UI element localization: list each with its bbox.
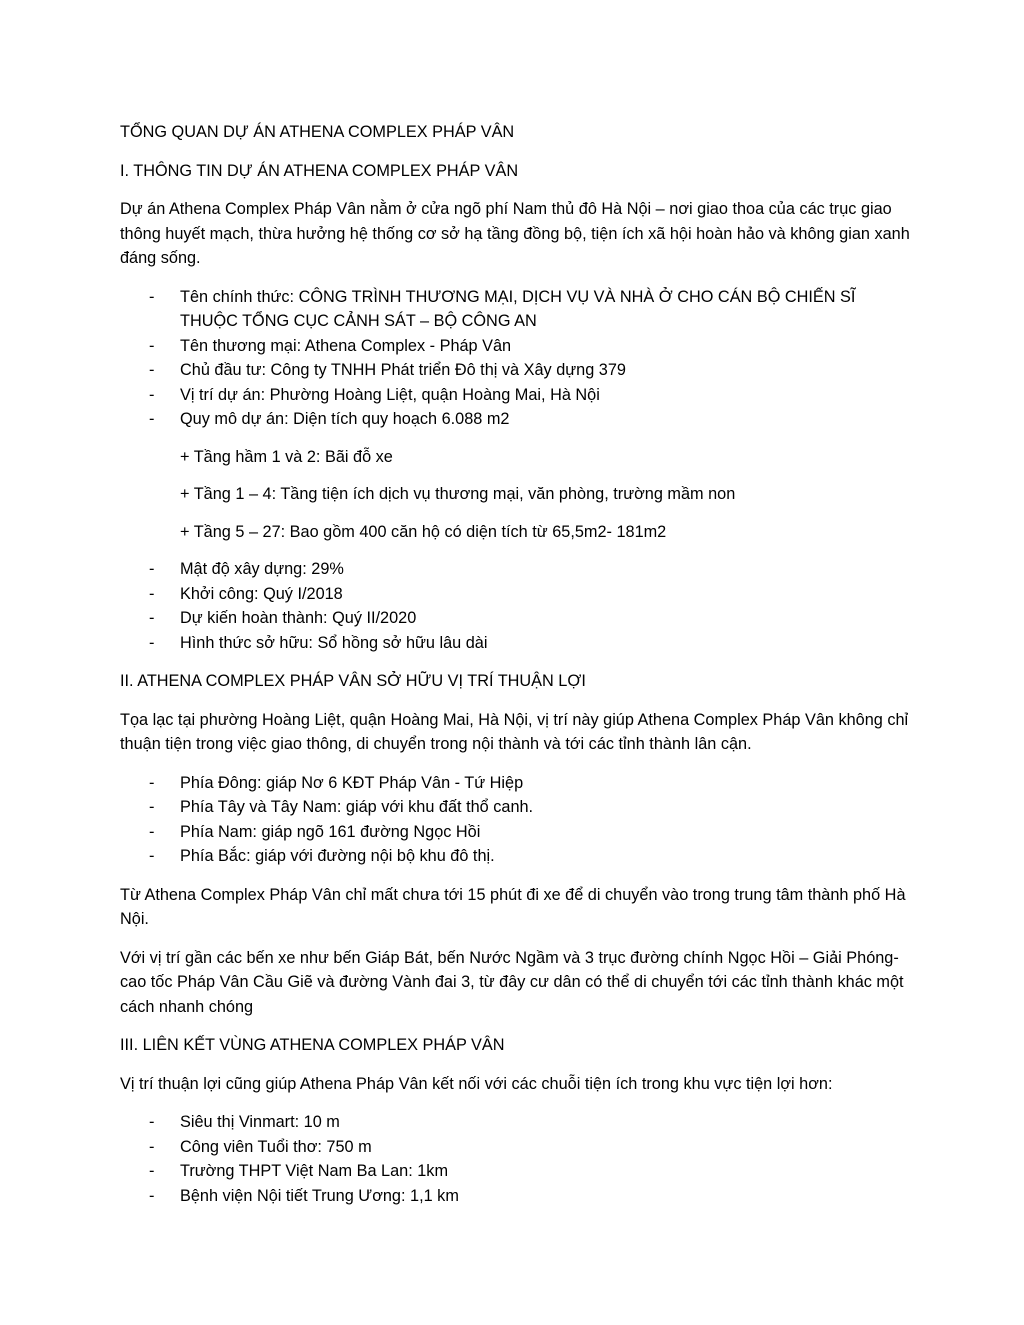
list-item <box>120 582 910 607</box>
dash-marker: - <box>149 336 155 355</box>
list-item <box>120 285 910 334</box>
dash-marker: - <box>149 1186 155 1205</box>
list-item-text: Quy mô dự án: Diện tích quy hoạch 6.088 m2 <box>180 410 510 428</box>
list-item-text: Công viên Tuổi thơ: 750 m <box>180 1137 372 1156</box>
section-2-intro: Tọa lạc tại phường Hoàng Liệt, quận Hoàng Mai, Hà Nội, vị trí này giúp Athena Complex Pháp Vân không chỉ thuận tiện trong việc giao thông, di chuyển trong nội thành và tới các tỉnh thành lân cận. <box>120 710 909 753</box>
dash-marker: - <box>149 385 155 404</box>
dash-marker: - <box>149 287 155 306</box>
list-item-text: Trường THPT Việt Nam Ba Lan: 1km <box>180 1162 449 1180</box>
floor-item: + Tầng 1 – 4: Tầng tiện ích dịch vụ thương mại, văn phòng, trường mầm non <box>180 485 736 503</box>
list-item-text: Phía Đông: giáp Nơ 6 KĐT Pháp Vân - Tứ Hiệp <box>180 773 524 792</box>
list-item-text: Khởi công: Quý I/2018 <box>180 584 343 603</box>
section-1-list-a <box>120 285 910 432</box>
list-item <box>120 844 910 869</box>
list-item-text: Tên thương mại: Athena Complex - Pháp Vân <box>180 336 512 355</box>
list-item-text: Bệnh viện Nội tiết Trung Ương: 1,1 km <box>180 1186 459 1205</box>
list-item-text: Vị trí dự án: Phường Hoàng Liệt, quận Hoàng Mai, Hà Nội <box>180 385 600 404</box>
list-item-text: Dự kiến hoàn thành: Quý II/2020 <box>180 609 417 627</box>
section-2-list <box>120 771 910 869</box>
dash-marker: - <box>149 798 155 816</box>
list-item-text: Chủ đầu tư: Công ty TNHH Phát triển Đô thị và Xây dựng 379 <box>180 361 626 379</box>
floor-breakdown <box>120 445 910 545</box>
list-item-text: Mật độ xây dựng: 29% <box>180 560 344 578</box>
dash-marker: - <box>149 584 155 603</box>
section-2-paragraph-2: Với vị trí gần các bến xe như bến Giáp Bát, bến Nước Ngầm và 3 trục đường chính Ngọc Hồi – Giải Phóng- cao tốc Pháp Vân Cầu Giẽ và đường Vành đai 3, từ đây cư dân có thể di chuyển tới các tỉnh thành khác một cách nhanh chóng <box>120 948 904 1016</box>
list-item <box>120 606 910 631</box>
section-3-intro: Vị trí thuận lợi cũng giúp Athena Pháp Vân kết nối với các chuỗi tiện ích trong khu vực tiện lợi hơn: <box>120 1074 833 1093</box>
dash-marker: - <box>149 410 155 428</box>
list-item <box>120 557 910 582</box>
dash-marker: - <box>149 1113 155 1131</box>
list-item-text: Siêu thị Vinmart: 10 m <box>180 1113 340 1131</box>
section-3-list <box>120 1110 910 1208</box>
dash-marker: - <box>149 822 155 841</box>
list-item-text: Phía Tây và Tây Nam: giáp với khu đất thổ canh. <box>180 798 534 816</box>
list-item <box>120 383 910 408</box>
dash-marker: - <box>149 847 155 865</box>
list-item-text: Tên chính thức: CÔNG TRÌNH THƯƠNG MẠI, DỊCH VỤ VÀ NHÀ Ở CHO CÁN BỘ CHIẾN SĨ THUỘC TỔNG CỤC CẢNH SÁT – BỘ CÔNG AN <box>180 287 856 330</box>
floor-item: + Tầng 5 – 27: Bao gồm 400 căn hộ có diện tích từ 65,5m2- 181m2 <box>180 522 667 541</box>
list-item <box>120 1110 910 1135</box>
section-2-paragraph-1: Từ Athena Complex Pháp Vân chỉ mất chưa tới 15 phút đi xe để di chuyển vào trong trung tâm thành phố Hà Nội. <box>120 885 906 928</box>
document-page <box>120 120 910 1222</box>
list-item <box>120 771 910 796</box>
list-item <box>120 795 910 820</box>
list-item <box>120 358 910 383</box>
list-item <box>120 1135 910 1160</box>
list-item <box>120 334 910 359</box>
section-1-list-b <box>120 557 910 655</box>
section-2-heading: II. ATHENA COMPLEX PHÁP VÂN SỞ HỮU VỊ TRÍ THUẬN LỢI <box>120 672 586 690</box>
dash-marker: - <box>149 609 155 627</box>
list-item <box>120 407 910 432</box>
dash-marker: - <box>149 560 155 578</box>
dash-marker: - <box>149 1162 155 1180</box>
list-item <box>120 1184 910 1209</box>
floor-item: + Tầng hầm 1 và 2: Bãi đỗ xe <box>180 447 393 466</box>
list-item <box>120 1159 910 1184</box>
dash-marker: - <box>149 1137 155 1156</box>
list-item <box>120 631 910 656</box>
dash-marker: - <box>149 773 155 792</box>
list-item-text: Hình thức sở hữu: Sổ hồng sở hữu lâu dài <box>180 633 488 652</box>
dash-marker: - <box>149 633 155 652</box>
section-1-heading: I. THÔNG TIN DỰ ÁN ATHENA COMPLEX PHÁP VÂN <box>120 161 519 180</box>
dash-marker: - <box>149 361 155 379</box>
section-1-intro: Dự án Athena Complex Pháp Vân nằm ở cửa ngõ phí Nam thủ đô Hà Nội – nơi giao thoa của các trục giao thông huyết mạch, thừa hưởng hệ thống cơ sở hạ tầng đồng bộ, tiện ích xã hội hoàn hảo và không gian xanh đáng sống. <box>120 200 910 267</box>
list-item-text: Phía Bắc: giáp với đường nội bộ khu đô thị. <box>180 847 495 865</box>
section-3-heading: III. LIÊN KẾT VÙNG ATHENA COMPLEX PHÁP VÂN <box>120 1036 505 1054</box>
list-item <box>120 820 910 845</box>
list-item-text: Phía Nam: giáp ngõ 161 đường Ngọc Hồi <box>180 822 481 841</box>
document-title: TỔNG QUAN DỰ ÁN ATHENA COMPLEX PHÁP VÂN <box>120 123 515 141</box>
